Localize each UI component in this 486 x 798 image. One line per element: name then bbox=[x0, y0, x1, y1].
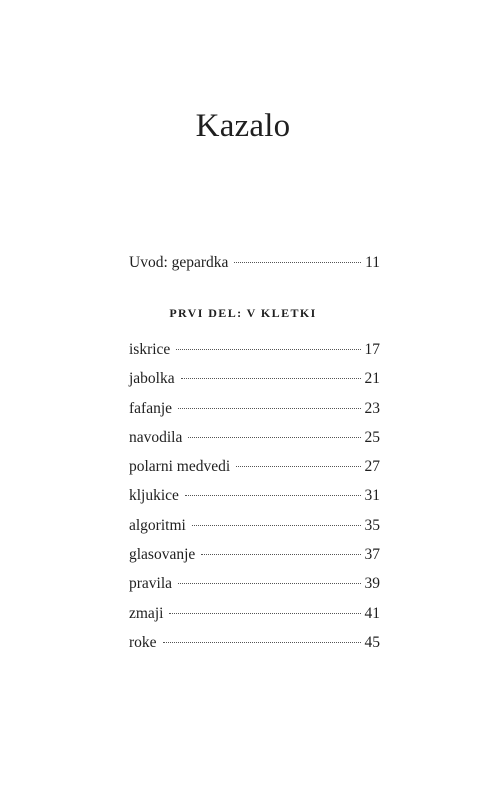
toc-entry-page: 23 bbox=[364, 399, 380, 417]
toc-entry-label: kljukice bbox=[129, 487, 179, 505]
toc-entry-page: 21 bbox=[364, 370, 380, 388]
toc-entry[interactable] bbox=[129, 632, 380, 661]
toc-entry[interactable] bbox=[129, 573, 380, 602]
toc-entry-label: polarni medvedi bbox=[129, 458, 231, 476]
toc-entry-label: fafanje bbox=[129, 399, 173, 417]
toc-entry-page: 45 bbox=[364, 633, 380, 651]
toc-section-list bbox=[129, 339, 380, 661]
toc-entry-label: pravila bbox=[129, 575, 173, 593]
toc-entry-label: glasovanje bbox=[129, 546, 196, 564]
toc-entry[interactable] bbox=[129, 544, 380, 573]
toc-entry[interactable] bbox=[129, 456, 380, 485]
toc-entry-page: 35 bbox=[364, 516, 380, 534]
toc-entry[interactable] bbox=[129, 368, 380, 397]
dot-leader bbox=[181, 378, 361, 379]
toc-entry-label: jabolka bbox=[129, 370, 175, 388]
dot-leader bbox=[201, 554, 360, 555]
toc-entry-page: 41 bbox=[364, 604, 380, 622]
toc-entry[interactable] bbox=[129, 398, 380, 427]
toc-entry-intro[interactable] bbox=[129, 252, 380, 281]
toc-intro bbox=[129, 252, 380, 281]
toc-entry-page: 27 bbox=[364, 458, 380, 476]
toc-entry[interactable] bbox=[129, 485, 380, 514]
toc-entry-label: Uvod: gepardka bbox=[129, 254, 229, 271]
toc-entry[interactable] bbox=[129, 427, 380, 456]
dot-leader bbox=[236, 466, 360, 467]
dot-leader bbox=[188, 437, 360, 438]
toc-entry-page: 11 bbox=[365, 254, 380, 271]
dot-leader bbox=[192, 525, 361, 526]
page-title: Kazalo bbox=[195, 108, 291, 144]
toc-entry-page: 37 bbox=[364, 546, 380, 564]
toc-entry-page: 31 bbox=[364, 487, 380, 505]
dot-leader bbox=[234, 262, 361, 263]
toc-entry-label: iskrice bbox=[129, 341, 171, 358]
dot-leader bbox=[178, 583, 360, 584]
toc-entry-label: zmaji bbox=[129, 604, 164, 622]
dot-leader bbox=[176, 349, 360, 350]
toc-entry-page: 39 bbox=[364, 575, 380, 593]
toc-entry[interactable] bbox=[129, 515, 380, 544]
dot-leader bbox=[185, 495, 361, 496]
toc-entry-label: roke bbox=[129, 633, 157, 651]
dot-leader bbox=[178, 408, 360, 409]
toc-entry[interactable] bbox=[129, 603, 380, 632]
toc-entry-label: algoritmi bbox=[129, 516, 186, 534]
dot-leader bbox=[163, 642, 361, 643]
toc-entry[interactable] bbox=[129, 339, 380, 368]
toc-entry-label: navodila bbox=[129, 428, 183, 446]
toc-entry-page: 25 bbox=[364, 428, 380, 446]
dot-leader bbox=[169, 613, 360, 614]
section-heading: PRVI DEL: V KLETKI bbox=[169, 306, 317, 320]
toc-entry-page: 17 bbox=[364, 341, 380, 358]
